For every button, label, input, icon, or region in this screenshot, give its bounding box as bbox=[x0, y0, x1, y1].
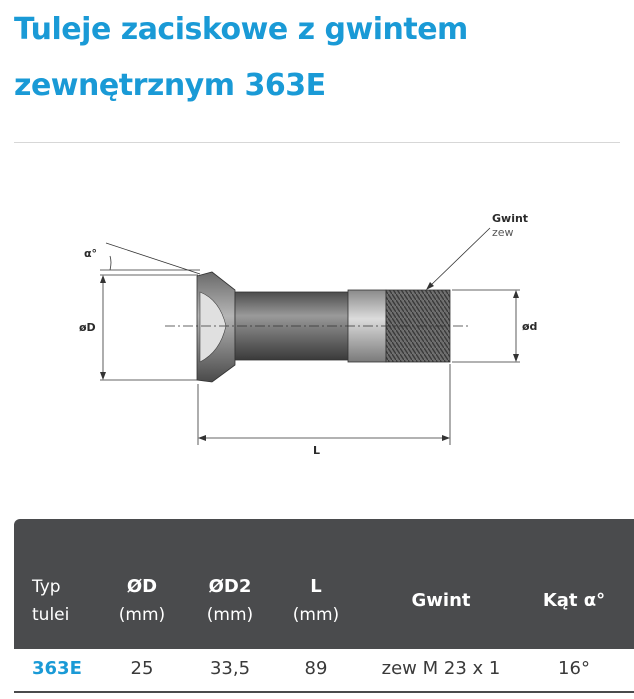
thread-callout-label: Gwint bbox=[492, 212, 529, 225]
header-l-unit: (mm) bbox=[292, 605, 340, 625]
alpha-label: α° bbox=[84, 247, 98, 260]
header-thread bbox=[366, 571, 516, 631]
cell-d2: 33,5 bbox=[209, 658, 251, 679]
header-angle-label: Kąt α° bbox=[542, 590, 606, 611]
header-angle bbox=[524, 571, 624, 631]
divider bbox=[14, 142, 620, 143]
alpha-dimension bbox=[84, 243, 200, 274]
cell-type: 363E bbox=[32, 658, 82, 679]
collet-body bbox=[197, 272, 450, 382]
header-d2-label: ØD2 bbox=[208, 576, 252, 597]
cell-angle: 16° bbox=[558, 658, 590, 679]
thread-diameter-dimension bbox=[452, 290, 537, 362]
header-d-unit: (mm) bbox=[118, 605, 166, 625]
cell-thread: zew M 23 x 1 bbox=[381, 658, 501, 679]
page-title-line-1: Tuleje zaciskowe z gwintem bbox=[14, 12, 468, 47]
thread-diameter-label: ød bbox=[522, 320, 538, 333]
header-type bbox=[32, 571, 102, 631]
length-label: L bbox=[313, 444, 321, 457]
header-thread-label: Gwint bbox=[411, 590, 471, 611]
outer-diameter-dimension bbox=[79, 275, 198, 380]
header-type-sublabel: tulei bbox=[32, 605, 70, 625]
specification-table bbox=[14, 519, 634, 691]
thread-callout-sublabel: zew bbox=[492, 226, 514, 239]
cell-l: 89 bbox=[304, 658, 328, 679]
table-row bbox=[14, 649, 634, 693]
collet-technical-drawing bbox=[0, 150, 634, 460]
header-d2-unit: (mm) bbox=[206, 605, 254, 625]
header-d-label: ØD bbox=[126, 576, 158, 597]
header-l-label: L bbox=[310, 576, 322, 597]
page-title bbox=[14, 2, 624, 114]
thread-callout bbox=[426, 212, 528, 290]
header-type-label: Typ bbox=[32, 577, 61, 597]
header-l bbox=[284, 571, 348, 631]
outer-diameter-label: øD bbox=[79, 321, 96, 334]
header-d2 bbox=[194, 571, 266, 631]
cell-d: 25 bbox=[130, 658, 154, 679]
page-title-line-2: zewnętrznym 363E bbox=[14, 68, 326, 103]
table-header bbox=[14, 519, 634, 649]
length-dimension bbox=[198, 364, 450, 457]
header-d bbox=[110, 571, 174, 631]
